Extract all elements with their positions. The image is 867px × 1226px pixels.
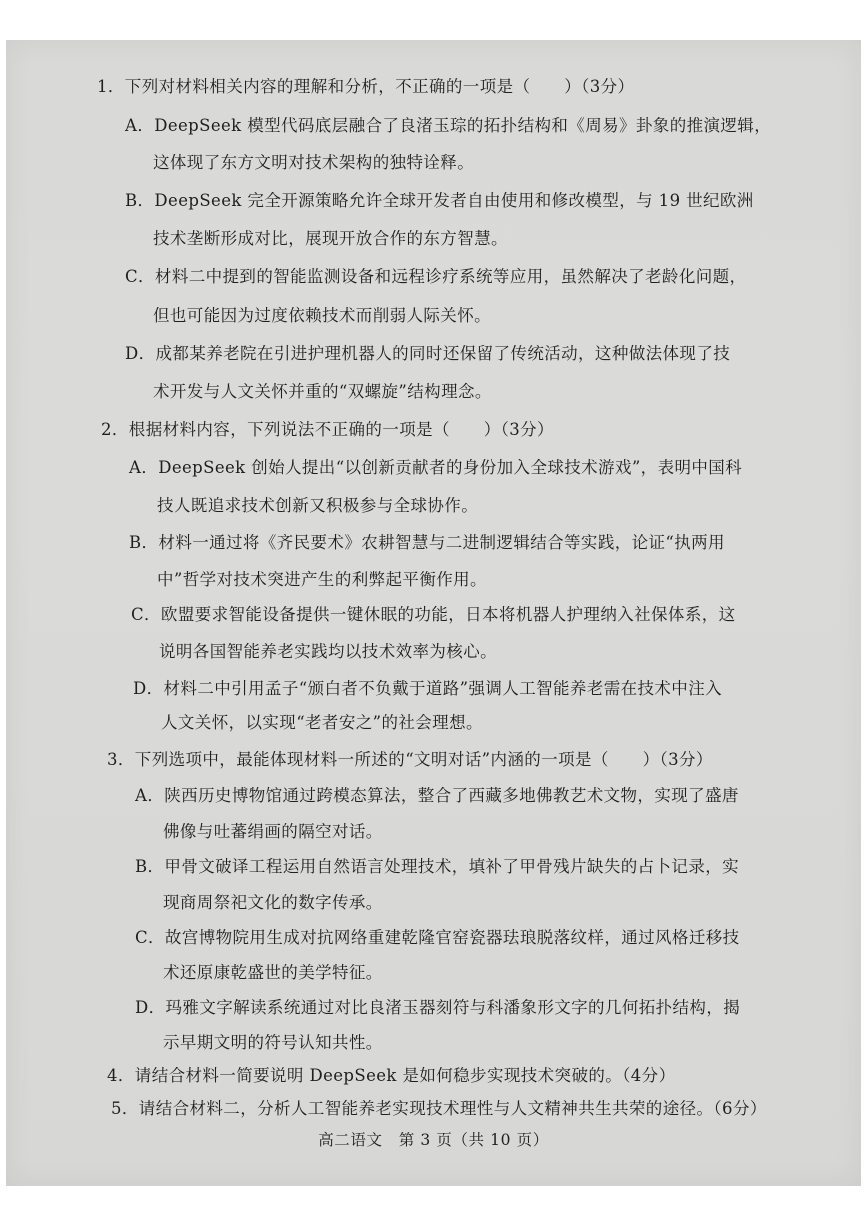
q3-option-d-line2: 示早期文明的符号认知共性。 bbox=[163, 1033, 383, 1052]
q1-option-a-line2: 这体现了东方文明对技术架构的独特诠释。 bbox=[153, 153, 475, 172]
q2-option-c-line2: 说明各国智能养老实践均以技术效率为核心。 bbox=[159, 642, 497, 661]
question-2-stem: 2．根据材料内容，下列说法不正确的一项是（ ）（3分） bbox=[101, 420, 554, 439]
q2-option-d-line2: 人文关怀，以实现“老者安之”的社会理想。 bbox=[161, 713, 483, 732]
q3-option-a-line1: A．陕西历史博物馆通过跨模态算法，整合了西藏多地佛教艺术文物，实现了盛唐 bbox=[135, 786, 739, 805]
q2-option-c-line1: C．欧盟要求智能设备提供一键休眠的功能，日本将机器人护理纳入社保体系，这 bbox=[131, 605, 736, 624]
q1-option-a-line1: A．DeepSeek 模型代码底层融合了良渚玉琮的拓扑结构和《周易》卦象的推演逻辑， bbox=[125, 116, 772, 135]
question-5-stem: 5．请结合材料二，分析人工智能养老实现技术理性与人文精神共生共荣的途径。（6分） bbox=[111, 1099, 767, 1118]
q3-option-c-line2: 术还原康乾盛世的美学特征。 bbox=[163, 963, 383, 982]
q3-option-b-line2: 现商周祭祀文化的数字传承。 bbox=[163, 893, 383, 912]
q1-option-b-line1: B．DeepSeek 完全开源策略允许全球开发者自由使用和修改模型，与 19 世纪欧洲 bbox=[125, 191, 754, 210]
q2-option-a-line1: A．DeepSeek 创始人提出“以创新贡献者的身份加入全球技术游戏”，表明中国科 bbox=[129, 458, 743, 477]
question-4-stem: 4．请结合材料一简要说明 DeepSeek 是如何稳步实现技术突破的。（4分） bbox=[107, 1066, 676, 1085]
q1-option-c-line2: 但也可能因为过度依赖技术而削弱人际关怀。 bbox=[153, 306, 491, 325]
q1-option-d-line1: D．成都某养老院在引进护理机器人的同时还保留了传统活动，这种做法体现了技 bbox=[125, 344, 731, 363]
q3-option-b-line1: B．甲骨文破译工程运用自然语言处理技术，填补了甲骨残片缺失的占卜记录，实 bbox=[135, 857, 740, 876]
q3-option-c-line1: C．故宫博物院用生成对抗网络重建乾隆官窑瓷器珐琅脱落纹样，通过风格迁移技 bbox=[135, 928, 740, 947]
q1-option-d-line2: 术开发与人文关怀并重的“双螺旋”结构理念。 bbox=[153, 382, 492, 401]
q3-option-d-line1: D．玛雅文字解读系统通过对比良渚玉器刻符与科潘象形文字的几何拓扑结构，揭 bbox=[135, 998, 741, 1017]
question-3-stem: 3．下列选项中，最能体现材料一所述的“文明对话”内涵的一项是（ ）（3分） bbox=[107, 750, 713, 769]
q1-option-b-line2: 技术垄断形成对比，展现开放合作的东方智慧。 bbox=[153, 229, 508, 248]
question-1-stem: 1．下列对材料相关内容的理解和分析，不正确的一项是（ ）（3分） bbox=[97, 77, 635, 96]
q2-option-b-line2: 中”哲学对技术突进产生的利弊起平衡作用。 bbox=[157, 570, 487, 589]
q1-option-c-line1: C．材料二中提到的智能监测设备和远程诊疗系统等应用，虽然解决了老龄化问题， bbox=[125, 267, 747, 286]
page-footer: 高二语文 第 3 页（共 10 页） bbox=[318, 1131, 549, 1149]
q2-option-a-line2: 技人既追求技术创新又积极参与全球协作。 bbox=[157, 496, 479, 515]
q2-option-d-line1: D．材料二中引用孟子“颁白者不负戴于道路”强调人工智能养老需在技术中注入 bbox=[133, 679, 722, 698]
q2-option-b-line1: B．材料一通过将《齐民要术》农耕智慧与二进制逻辑结合等实践，论证“执两用 bbox=[129, 533, 725, 552]
q3-option-a-line2: 佛像与吐蕃绢画的隔空对话。 bbox=[163, 822, 383, 841]
